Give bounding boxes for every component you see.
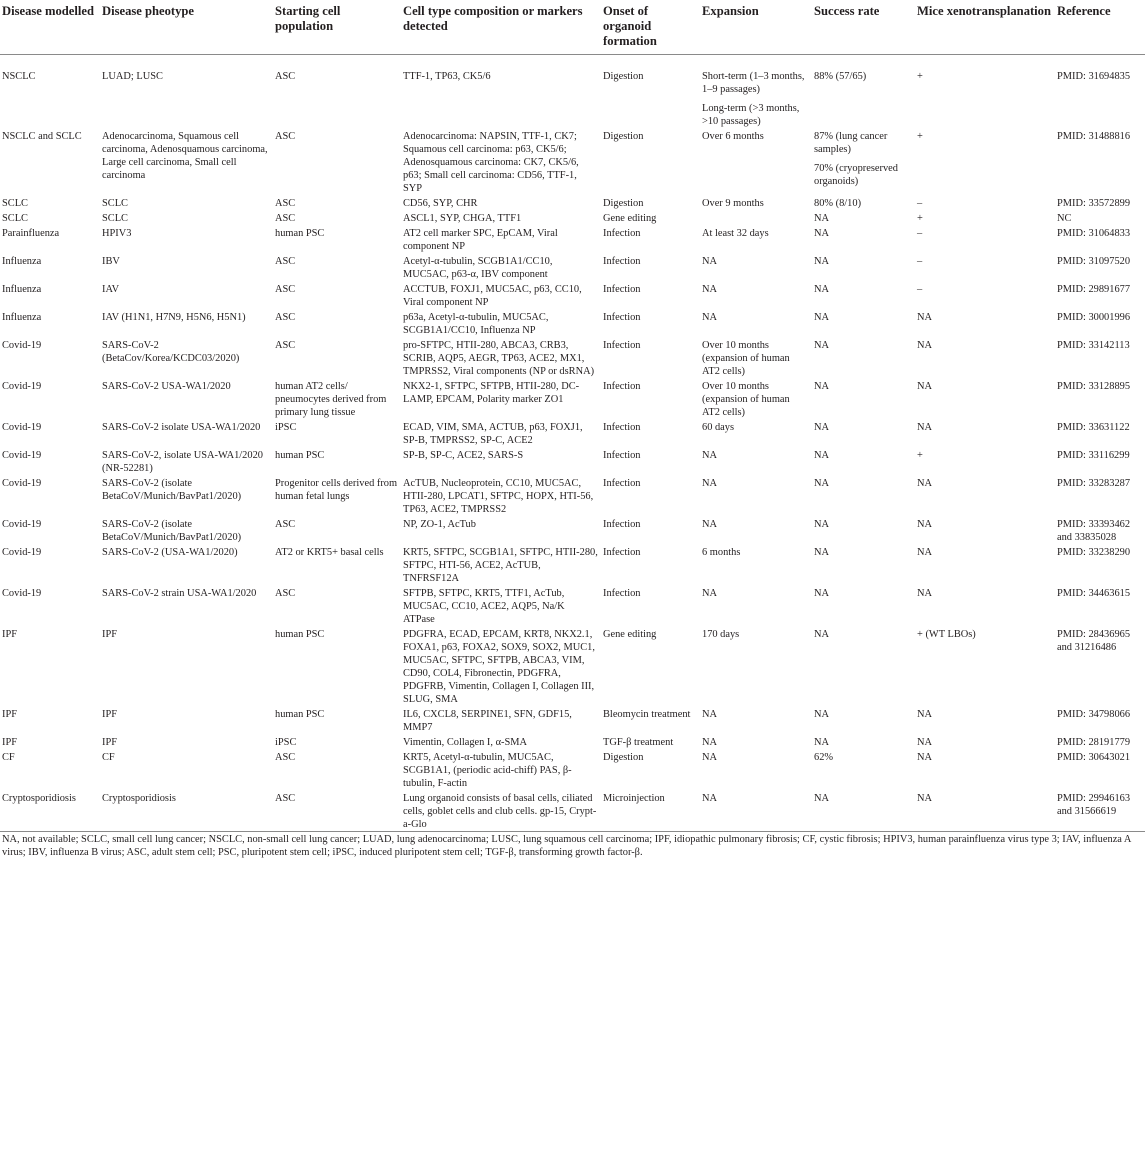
cell-expansion xyxy=(700,54,812,128)
cell-success-rate-line: NA xyxy=(814,227,830,239)
cell-markers: p63a, Acetyl-α-tubulin, MUC5AC, SCGB1A1/CC10, Influenza NP xyxy=(403,311,549,336)
cell-reference: PMID: 31064833 xyxy=(1057,227,1131,239)
cell-disease-phenotype: SCLC xyxy=(102,212,128,224)
table-row xyxy=(0,54,1145,128)
cell-reference: NC xyxy=(1057,212,1072,224)
cell-expansion xyxy=(700,337,812,378)
cell-starting-population: human PSC xyxy=(275,449,325,461)
cell-expansion xyxy=(700,378,812,419)
cell-success-rate xyxy=(812,378,915,419)
cell-success-rate xyxy=(812,544,915,585)
cell-success-rate-line: NA xyxy=(814,380,830,392)
cell-disease-modelled: Influenza xyxy=(2,311,42,323)
cell-disease-phenotype: Adenocarcinoma, Squamous cell carcinoma, Adenosquamous carcinoma, Large cell carcinoma, Small cell carcinoma xyxy=(102,130,268,181)
cell-disease-phenotype: SARS-CoV-2 isolate USA-WA1/2020 xyxy=(102,421,261,433)
cell-starting-population: ASC xyxy=(275,339,296,351)
cell-disease-modelled: IPF xyxy=(2,708,18,720)
cell-mice-xenotransplantation: NA xyxy=(917,546,933,558)
cell-success-rate xyxy=(812,516,915,544)
cell-starting-population: ASC xyxy=(275,518,296,530)
cell-disease-modelled: Cryptosporidiosis xyxy=(2,792,76,804)
cell-starting-population: human PSC xyxy=(275,708,325,720)
cell-onset: Infection xyxy=(603,477,641,489)
cell-mice-xenotransplantation: NA xyxy=(917,421,933,433)
cell-expansion-line: At least 32 days xyxy=(702,227,769,239)
cell-onset: Digestion xyxy=(603,70,644,82)
table-row xyxy=(0,626,1145,706)
cell-disease-modelled: IPF xyxy=(2,736,18,748)
cell-disease-phenotype: SARS-CoV-2 (USA-WA1/2020) xyxy=(102,546,238,558)
cell-expansion xyxy=(700,749,812,790)
table-row xyxy=(0,309,1145,337)
cell-expansion xyxy=(700,419,812,447)
cell-disease-modelled: NSCLC xyxy=(2,70,36,82)
cell-reference: PMID: 29891677 xyxy=(1057,283,1131,295)
cell-success-rate xyxy=(812,337,915,378)
cell-mice-xenotransplantation: + (WT LBOs) xyxy=(917,628,976,640)
cell-expansion-line: 60 days xyxy=(702,421,735,433)
cell-expansion xyxy=(700,706,812,734)
cell-markers: SP-B, SP-C, ACE2, SARS-S xyxy=(403,449,524,461)
cell-mice-xenotransplantation: + xyxy=(917,212,923,224)
cell-onset: TGF-β treatment xyxy=(603,736,674,748)
table-row xyxy=(0,585,1145,626)
cell-markers: TTF-1, TP63, CK5/6 xyxy=(403,70,491,82)
cell-markers: AcTUB, Nucleoprotein, CC10, MUC5AC, HTII-280, LPCAT1, SFTPC, HOPX, HTI-56, TP63, ACE2, TMPRSS2 xyxy=(403,477,594,515)
cell-expansion-line: Over 10 months (expansion of human AT2 cells) xyxy=(702,380,790,418)
header-mice-xenotransplantation: Mice xenotransplanation xyxy=(915,0,1055,54)
cell-success-rate-line: NA xyxy=(814,283,830,295)
cell-expansion-line: 6 months xyxy=(702,546,741,558)
cell-onset: Infection xyxy=(603,227,641,239)
cell-success-rate xyxy=(812,210,915,225)
cell-success-rate-line: NA xyxy=(814,587,830,599)
cell-expansion-line: NA xyxy=(702,449,718,461)
cell-success-rate-line: NA xyxy=(814,792,830,804)
cell-starting-population: ASC xyxy=(275,283,296,295)
cell-disease-phenotype: IAV xyxy=(102,283,120,295)
cell-expansion-line: 170 days xyxy=(702,628,740,640)
cell-starting-population: ASC xyxy=(275,792,296,804)
cell-mice-xenotransplantation: NA xyxy=(917,477,933,489)
table-row xyxy=(0,195,1145,210)
table-row xyxy=(0,128,1145,195)
cell-reference: PMID: 30643021 xyxy=(1057,751,1131,763)
cell-reference: PMID: 30001996 xyxy=(1057,311,1131,323)
cell-reference: PMID: 28436965 and 31216486 xyxy=(1057,628,1131,653)
cell-success-rate-line: NA xyxy=(814,477,830,489)
cell-expansion-line: NA xyxy=(702,518,718,530)
cell-expansion xyxy=(700,626,812,706)
cell-onset: Infection xyxy=(603,283,641,295)
cell-disease-phenotype: SARS-CoV-2 USA-WA1/2020 xyxy=(102,380,231,392)
cell-disease-modelled: IPF xyxy=(2,628,18,640)
cell-success-rate-line: NA xyxy=(814,421,830,433)
cell-reference: PMID: 31488816 xyxy=(1057,130,1131,142)
cell-success-rate xyxy=(812,128,915,195)
header-success-rate: Success rate xyxy=(812,0,915,54)
cell-success-rate-line: 80% (8/10) xyxy=(814,197,862,209)
cell-expansion-line: NA xyxy=(702,311,718,323)
cell-expansion xyxy=(700,210,812,225)
cell-onset: Infection xyxy=(603,311,641,323)
cell-starting-population: ASC xyxy=(275,130,296,142)
cell-success-rate xyxy=(812,626,915,706)
cell-disease-modelled: Covid-19 xyxy=(2,449,42,461)
cell-reference: PMID: 29946163 and 31566619 xyxy=(1057,792,1131,817)
cell-expansion xyxy=(700,195,812,210)
header-onset: Onset of organoid formation xyxy=(601,0,700,54)
cell-markers: NP, ZO-1, AcTub xyxy=(403,518,476,530)
cell-disease-phenotype: IPF xyxy=(102,628,118,640)
cell-success-rate xyxy=(812,706,915,734)
cell-success-rate xyxy=(812,195,915,210)
cell-expansion-line: Over 9 months xyxy=(702,197,764,209)
cell-onset: Bleomycin treatment xyxy=(603,708,691,720)
cell-expansion-line: NA xyxy=(702,283,718,295)
cell-onset: Digestion xyxy=(603,751,644,763)
cell-expansion xyxy=(700,225,812,253)
cell-disease-modelled: Influenza xyxy=(2,283,42,295)
cell-onset: Infection xyxy=(603,587,641,599)
cell-reference: PMID: 33631122 xyxy=(1057,421,1130,433)
cell-expansion xyxy=(700,585,812,626)
table-row xyxy=(0,447,1145,475)
cell-disease-phenotype: SARS-CoV-2, isolate USA-WA1/2020 (NR-52281) xyxy=(102,449,263,474)
cell-disease-modelled: Covid-19 xyxy=(2,587,42,599)
cell-markers: IL6, CXCL8, SERPINE1, SFN, GDF15, MMP7 xyxy=(403,708,572,733)
cell-success-rate xyxy=(812,447,915,475)
cell-expansion-line: NA xyxy=(702,792,718,804)
table-row xyxy=(0,475,1145,516)
cell-mice-xenotransplantation: NA xyxy=(917,792,933,804)
cell-mice-xenotransplantation: NA xyxy=(917,708,933,720)
cell-disease-phenotype: CF xyxy=(102,751,115,763)
cell-starting-population: ASC xyxy=(275,587,296,599)
cell-disease-phenotype: IPF xyxy=(102,736,118,748)
cell-starting-population: iPSC xyxy=(275,736,297,748)
cell-disease-modelled: Influenza xyxy=(2,255,42,267)
cell-success-rate-line: NA xyxy=(814,518,830,530)
cell-expansion-line: NA xyxy=(702,255,718,267)
cell-expansion xyxy=(700,516,812,544)
cell-starting-population: ASC xyxy=(275,70,296,82)
cell-onset: Digestion xyxy=(603,197,644,209)
cell-success-rate-line: 87% (lung cancer samples) xyxy=(814,130,888,155)
cell-reference: PMID: 33142113 xyxy=(1057,339,1130,351)
cell-mice-xenotransplantation: + xyxy=(917,449,923,461)
cell-expansion xyxy=(700,253,812,281)
cell-success-rate-line: NA xyxy=(814,339,830,351)
cell-reference: PMID: 33128895 xyxy=(1057,380,1131,392)
cell-onset: Infection xyxy=(603,518,641,530)
cell-reference: PMID: 34798066 xyxy=(1057,708,1131,720)
cell-markers: SFTPB, SFTPC, KRT5, TTF1, AcTub, MUC5AC, CC10, ACE2, AQP5, Na/K ATPase xyxy=(403,587,565,625)
table-row xyxy=(0,419,1145,447)
cell-success-rate-line: NA xyxy=(814,212,830,224)
cell-disease-modelled: SCLC xyxy=(2,197,28,209)
cell-success-rate xyxy=(812,419,915,447)
cell-disease-phenotype: IBV xyxy=(102,255,120,267)
cell-markers: Acetyl-α-tubulin, SCGB1A1/CC10, MUC5AC, p63-α, IBV component xyxy=(403,255,553,280)
cell-success-rate xyxy=(812,475,915,516)
cell-onset: Gene editing xyxy=(603,628,657,640)
cell-reference: PMID: 33283287 xyxy=(1057,477,1131,489)
cell-markers: ACCTUB, FOXJ1, MUC5AC, p63, CC10, Viral component NP xyxy=(403,283,582,308)
table-row xyxy=(0,281,1145,309)
cell-reference: PMID: 33116299 xyxy=(1057,449,1130,461)
cell-expansion xyxy=(700,790,812,831)
cell-markers: ASCL1, SYP, CHGA, TTF1 xyxy=(403,212,522,224)
cell-mice-xenotransplantation: NA xyxy=(917,518,933,530)
header-row xyxy=(0,0,1145,54)
cell-disease-phenotype: SARS-CoV-2 (isolate BetaCoV/Munich/BavPat1/2020) xyxy=(102,477,242,502)
cell-mice-xenotransplantation: NA xyxy=(917,380,933,392)
cell-success-rate xyxy=(812,309,915,337)
cell-disease-modelled: CF xyxy=(2,751,15,763)
cell-markers: AT2 cell marker SPC, EpCAM, Viral component NP xyxy=(403,227,558,252)
cell-mice-xenotransplantation: + xyxy=(917,70,923,82)
cell-expansion-line: Long-term (>3 months, >10 passages) xyxy=(702,102,800,127)
header-disease-modelled: Disease modelled xyxy=(0,0,100,54)
cell-markers: KRT5, Acetyl-α-tubulin, MUC5AC, SCGB1A1, (periodic acid-chiff) PAS, β-tubulin, F-actin xyxy=(403,751,572,789)
cell-markers: ECAD, VIM, SMA, ACTUB, p63, FOXJ1, SP-B, TMPRSS2, SP-C, ACE2 xyxy=(403,421,583,446)
cell-success-rate-line: NA xyxy=(814,449,830,461)
cell-starting-population: human PSC xyxy=(275,227,325,239)
cell-disease-phenotype: HPIV3 xyxy=(102,227,132,239)
cell-success-rate xyxy=(812,790,915,831)
cell-mice-xenotransplantation: – xyxy=(917,197,923,209)
cell-success-rate xyxy=(812,253,915,281)
cell-expansion-line: Over 10 months (expansion of human AT2 cells) xyxy=(702,339,790,377)
cell-disease-modelled: Covid-19 xyxy=(2,380,42,392)
table-row xyxy=(0,378,1145,419)
cell-disease-phenotype: SCLC xyxy=(102,197,128,209)
table-row xyxy=(0,210,1145,225)
cell-markers: Adenocarcinoma: NAPSIN, TTF-1, CK7; Squamous cell carcinoma: p63, CK5/6; Adenosquamous carcinoma: CK7, CK5/6, p63; Small cell carcinoma: CD56, TTF-1, SYP xyxy=(403,130,579,194)
cell-mice-xenotransplantation: NA xyxy=(917,736,933,748)
header-expansion: Expansion xyxy=(700,0,812,54)
header-cell-type-markers: Cell type composition or markers detected xyxy=(401,0,601,54)
cell-expansion-line: NA xyxy=(702,708,718,720)
cell-starting-population: ASC xyxy=(275,311,296,323)
cell-mice-xenotransplantation: – xyxy=(917,227,923,239)
cell-success-rate xyxy=(812,585,915,626)
cell-starting-population: ASC xyxy=(275,197,296,209)
table-row xyxy=(0,225,1145,253)
cell-disease-phenotype: SARS-CoV-2 strain USA-WA1/2020 xyxy=(102,587,257,599)
cell-expansion-line: Over 6 months xyxy=(702,130,764,142)
table-header xyxy=(0,0,1145,54)
cell-success-rate-line: 70% (cryopreserved organoids) xyxy=(814,162,898,187)
cell-disease-modelled: NSCLC and SCLC xyxy=(2,130,82,142)
cell-expansion xyxy=(700,544,812,585)
cell-markers: KRT5, SFTPC, SCGB1A1, SFTPC, HTII-280, SFTPC, HTI-56, ACE2, AcTUB, TNFRSF12A xyxy=(403,546,598,584)
cell-reference: PMID: 33572899 xyxy=(1057,197,1131,209)
cell-disease-modelled: Covid-19 xyxy=(2,339,42,351)
cell-mice-xenotransplantation: NA xyxy=(917,311,933,323)
cell-markers: pro-SFTPC, HTII-280, ABCA3, CRB3, SCRIB, AQP5, AEGR, TP63, ACE2, MX1, TMPRSS2, Viral components (NP or dsRNA) xyxy=(403,339,595,377)
cell-onset: Infection xyxy=(603,339,641,351)
cell-mice-xenotransplantation: NA xyxy=(917,751,933,763)
cell-starting-population: ASC xyxy=(275,212,296,224)
cell-expansion xyxy=(700,309,812,337)
cell-markers: NKX2-1, SFTPC, SFTPB, HTII-280, DC-LAMP, EPCAM, Polarity marker ZO1 xyxy=(403,380,580,405)
table-footnote: NA, not available; SCLC, small cell lung cancer; NSCLC, non-small cell lung cancer; LUAD, lung adenocarcinoma; LUSC, lung squamous cell carcinoma; IPF, idiopathic pulmonary fibrosis; CF, cystic fibrosis; HPIV3, human parainfluenza virus type 3; IAV, influenza A virus; IBV, influenza B virus; ASC, adult stem cell; PSC, pluripotent stem cell; iPSC, induced pluripotent stem cell; TGF-β, transforming growth factor-β. xyxy=(2,833,1131,859)
cell-disease-phenotype: LUAD; LUSC xyxy=(102,70,163,82)
cell-reference: PMID: 33238290 xyxy=(1057,546,1131,558)
cell-onset: Infection xyxy=(603,449,641,461)
cell-mice-xenotransplantation: – xyxy=(917,255,923,267)
cell-reference: PMID: 28191779 xyxy=(1057,736,1131,748)
cell-success-rate-line: NA xyxy=(814,255,830,267)
cell-success-rate-line: NA xyxy=(814,628,830,640)
cell-starting-population: AT2 or KRT5+ basal cells xyxy=(275,546,384,558)
cell-starting-population: Progenitor cells derived from human fetal lungs xyxy=(275,477,398,502)
cell-disease-phenotype: Cryptosporidiosis xyxy=(102,792,176,804)
cell-onset: Microinjection xyxy=(603,792,665,804)
cell-onset: Infection xyxy=(603,421,641,433)
cell-success-rate-line: NA xyxy=(814,546,830,558)
cell-starting-population: human PSC xyxy=(275,628,325,640)
cell-success-rate-line: NA xyxy=(814,708,830,720)
header-starting-cell-population: Starting cell population xyxy=(273,0,401,54)
cell-expansion-line: NA xyxy=(702,751,718,763)
table-row xyxy=(0,516,1145,544)
table-row xyxy=(0,253,1145,281)
cell-disease-modelled: Covid-19 xyxy=(2,477,42,489)
cell-disease-phenotype: IPF xyxy=(102,708,118,720)
cell-onset: Gene editing xyxy=(603,212,657,224)
cell-starting-population: human AT2 cells/ pneumocytes derived from primary lung tissue xyxy=(275,380,387,418)
cell-expansion xyxy=(700,447,812,475)
cell-onset: Digestion xyxy=(603,130,644,142)
cell-disease-phenotype: SARS-CoV-2 (BetaCov/Korea/KCDC03/2020) xyxy=(102,339,240,364)
cell-markers: PDGFRA, ECAD, EPCAM, KRT8, NKX2.1, FOXA1, p63, FOXA2, SOX9, SOX2, MUC1, MUC5AC, SFTPC, SFTPB, ABCA3, VIM, CD90, COL4, Fibronectin, PDGFRA, PDGFRB, Vimentin, Collagen I, Collagen III, SLUG, SMA xyxy=(403,628,595,705)
cell-expansion-line: Short-term (1–3 months, 1–9 passages) xyxy=(702,70,805,95)
cell-disease-modelled: Parainfluenza xyxy=(2,227,60,239)
cell-mice-xenotransplantation: + xyxy=(917,130,923,142)
cell-reference: PMID: 31097520 xyxy=(1057,255,1131,267)
cell-markers: Vimentin, Collagen I, α-SMA xyxy=(403,736,528,748)
cell-success-rate xyxy=(812,225,915,253)
table-row xyxy=(0,790,1145,831)
table-row xyxy=(0,544,1145,585)
cell-expansion xyxy=(700,734,812,749)
cell-starting-population: iPSC xyxy=(275,421,297,433)
cell-reference: PMID: 33393462 and 33835028 xyxy=(1057,518,1131,543)
cell-expansion xyxy=(700,475,812,516)
cell-mice-xenotransplantation: NA xyxy=(917,339,933,351)
cell-starting-population: ASC xyxy=(275,751,296,763)
cell-onset: Infection xyxy=(603,255,641,267)
cell-markers: Lung organoid consists of basal cells, ciliated cells, goblet cells and club cells. gp-15, Crypt-a-Glo xyxy=(403,792,597,830)
cell-disease-modelled: Covid-19 xyxy=(2,421,42,433)
cell-success-rate-line: NA xyxy=(814,736,830,748)
cell-disease-phenotype: IAV (H1N1, H7N9, H5N6, H5N1) xyxy=(102,311,246,323)
cell-success-rate xyxy=(812,281,915,309)
cell-success-rate xyxy=(812,54,915,128)
cell-success-rate-line: 88% (57/65) xyxy=(814,70,867,82)
cell-starting-population: ASC xyxy=(275,255,296,267)
cell-disease-modelled: Covid-19 xyxy=(2,518,42,530)
cell-expansion-line: NA xyxy=(702,477,718,489)
cell-disease-phenotype: SARS-CoV-2 (isolate BetaCoV/Munich/BavPat1/2020) xyxy=(102,518,242,543)
cell-expansion xyxy=(700,128,812,195)
cell-reference: PMID: 31694835 xyxy=(1057,70,1131,82)
header-disease-phenotype: Disease pheotype xyxy=(100,0,273,54)
cell-mice-xenotransplantation: – xyxy=(917,283,923,295)
cell-onset: Infection xyxy=(603,380,641,392)
table-row xyxy=(0,337,1145,378)
cell-disease-modelled: SCLC xyxy=(2,212,28,224)
table-body xyxy=(0,54,1145,831)
header-reference: Reference xyxy=(1055,0,1145,54)
table-row xyxy=(0,734,1145,749)
cell-expansion-line: NA xyxy=(702,736,718,748)
cell-success-rate-line: NA xyxy=(814,311,830,323)
cell-markers: CD56, SYP, CHR xyxy=(403,197,478,209)
table-row xyxy=(0,706,1145,734)
table-row xyxy=(0,749,1145,790)
cell-expansion xyxy=(700,281,812,309)
cell-reference: PMID: 34463615 xyxy=(1057,587,1131,599)
cell-success-rate xyxy=(812,749,915,790)
cell-success-rate-line: 62% xyxy=(814,751,834,763)
cell-onset: Infection xyxy=(603,546,641,558)
cell-success-rate xyxy=(812,734,915,749)
cell-mice-xenotransplantation: NA xyxy=(917,587,933,599)
cell-expansion-line: NA xyxy=(702,587,718,599)
cell-disease-modelled: Covid-19 xyxy=(2,546,42,558)
